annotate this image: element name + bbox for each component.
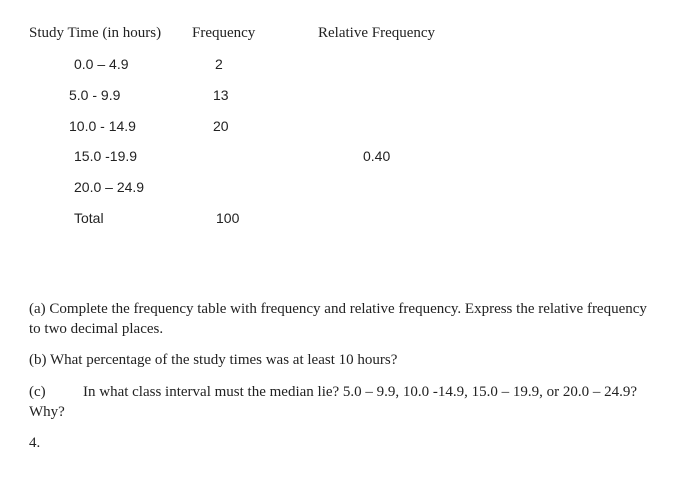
next-question-number: 4. [29,435,41,451]
row-1-interval: 0.0 – 4.9 [74,56,129,72]
question-c-label: (c) [29,384,46,400]
row-4-relative-frequency: 0.40 [363,148,391,164]
total-frequency: 100 [216,210,240,226]
row-1-frequency: 2 [215,56,223,72]
row-5-interval: 20.0 – 24.9 [74,179,145,195]
row-3-interval: 10.0 - 14.9 [69,118,136,134]
question-c-text: In what class interval must the median lie? 5.0 – 9.9, 10.0 -14.9, 15.0 – 19.9, or 20.0 – 24.9? Why? [29,384,638,420]
row-3-frequency: 20 [213,118,229,134]
header-relative-frequency: Relative Frequency [318,25,436,41]
row-4-interval: 15.0 -19.9 [74,148,138,164]
header-study-time: Study Time (in hours) [29,25,162,41]
row-2-interval: 5.0 - 9.9 [69,87,121,103]
question-a: (a) Complete the frequency table with frequency and relative frequency. Express the relative frequency to two decimal places. [29,301,647,337]
question-b: (b) What percentage of the study times was at least 10 hours? [29,352,398,368]
question-c [29,382,659,422]
header-frequency: Frequency [192,25,256,41]
total-label: Total [74,210,104,226]
row-2-frequency: 13 [213,87,229,103]
